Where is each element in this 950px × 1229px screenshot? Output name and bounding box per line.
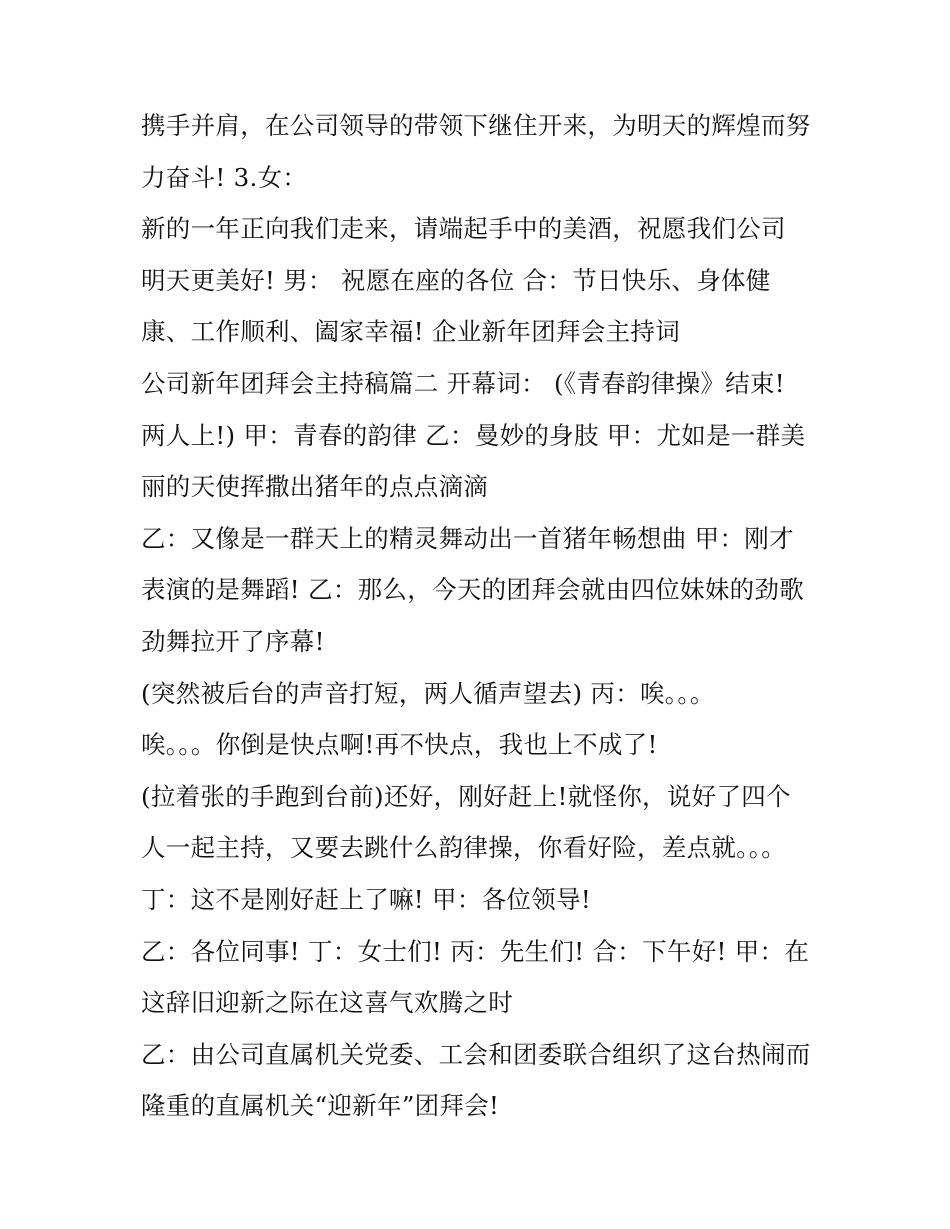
text-line-18: 这辞旧迎新之际在这喜气欢腾之时: [141, 988, 513, 1018]
text-line-8: 丽的天使挥撒出猪年的点点滴滴: [141, 472, 489, 502]
text-line-16: 丁：这不是刚好赶上了嘛! 甲：各位领导!: [141, 884, 591, 914]
text-line-4: 明天更美好! 男： 祝愿在座的各位 合：节日快乐、身体健: [141, 265, 771, 295]
text-line-9: 乙：又像是一群天上的精灵舞动出一首猪年畅想曲 甲：刚才: [141, 523, 794, 553]
text-line-20: 隆重的直属机关“迎新年”团拜会!: [141, 1091, 500, 1121]
text-line-17: 乙：各位同事! 丁：女士们! 丙：先生们! 合：下午好! 甲：在: [141, 936, 810, 966]
text-line-12: (突然被后台的声音打短，两人循声望去) 丙：唉。。。: [141, 678, 715, 708]
text-line-10: 表演的是舞蹈! 乙：那么，今天的团拜会就由四位妹妹的劲歌: [141, 575, 805, 605]
text-line-1: 携手并肩，在公司领导的带领下继住开来，为明天的辉煌而努: [141, 111, 811, 140]
text-line-13: 唉。。。你倒是快点啊!再不快点，我也上不成了!: [141, 730, 658, 760]
text-line-5: 康、工作顺利、阖家幸福! 企业新年团拜会主持词: [141, 317, 681, 347]
text-line-6: 公司新年团拜会主持稿篇二 开幕词： (《青春韵律操》结束!: [141, 368, 785, 398]
document-body: [141, 105, 841, 1137]
text-line-3: 新的一年正向我们走来，请端起手中的美酒，祝愿我们公司: [141, 214, 786, 244]
text-line-2: 力奋斗! 3.女：: [141, 162, 308, 192]
text-line-14: (拉着张的手跑到台前)还好，刚好赶上!就怪你，说好了四个: [141, 781, 791, 811]
text-line-15: 人一起主持，又要去跳什么韵律操，你看好险，差点就。。。: [141, 833, 787, 863]
text-line-19: 乙：由公司直属机关党委、工会和团委联合组织了这台热闹而: [141, 1039, 811, 1069]
text-line-11: 劲舞拉开了序幕!: [141, 626, 325, 656]
text-line-7: 两人上!) 甲：青春的韵律 乙：曼妙的身肢 甲：尤如是一群美: [141, 420, 806, 450]
